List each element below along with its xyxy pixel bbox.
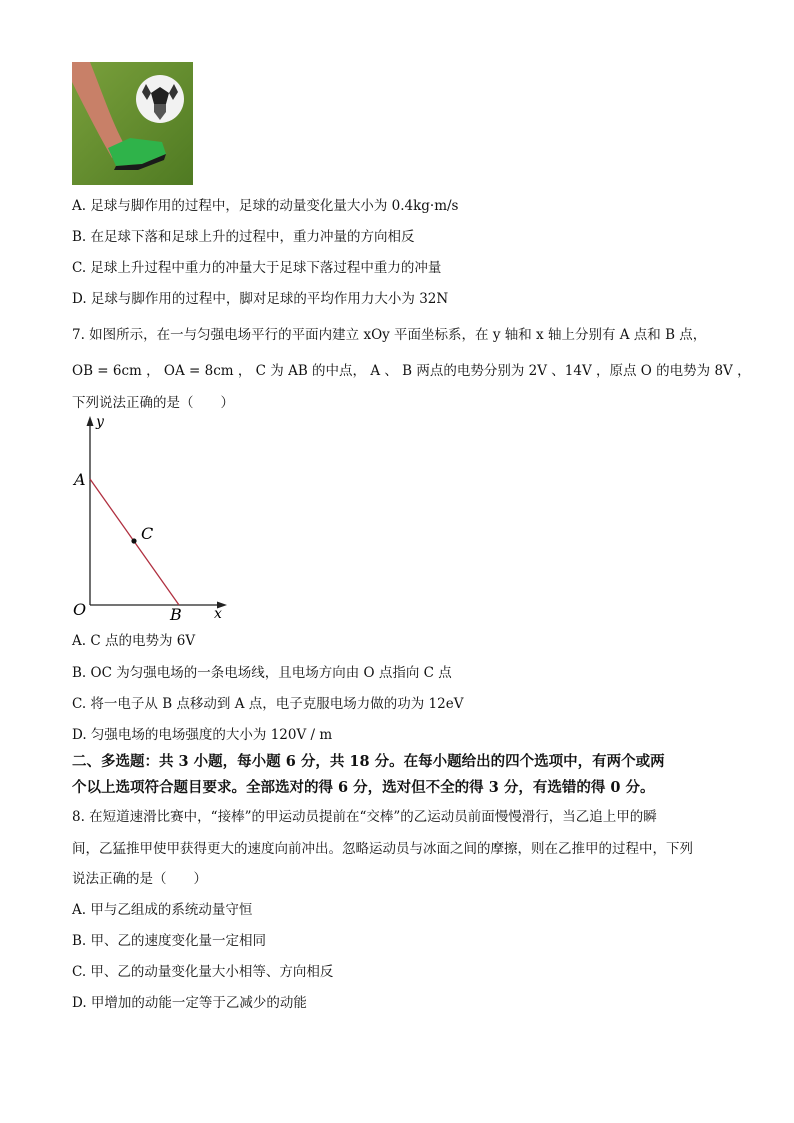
q8-stem-line3: 说法正确的是（ ） — [72, 871, 207, 887]
q7-option-a: A. C 点的电势为 6V — [72, 633, 196, 649]
soccer-photo — [72, 62, 193, 185]
q6-option-b: B. 在足球下落和足球上升的过程中，重力冲量的方向相反 — [72, 229, 415, 245]
label-o: O — [73, 600, 87, 619]
q8-option-d: D. 甲增加的动能一定等于乙减少的动能 — [72, 995, 307, 1011]
q7-stem-line2: OB = 6cm ， OA = 8cm ， C 为 AB 的中点， A 、 B 两点的电势分别为 2V 、14V ，原点 O 的电势为 8V ， — [72, 363, 751, 379]
label-x: x — [214, 606, 222, 622]
q8-option-b: B. 甲、乙的速度变化量一定相同 — [72, 933, 267, 949]
section2-heading-line1: 二、多选题：共 3 小题，每小题 6 分，共 18 分。在每小题给出的四个选项中，有两个或两 — [72, 753, 665, 770]
q8-option-a: A. 甲与乙组成的系统动量守恒 — [72, 902, 253, 918]
q7-stem-line1: 7. 如图所示，在一与匀强电场平行的平面内建立 xOy 平面坐标系，在 y 轴和 x 轴上分别有 A 点和 B 点， — [72, 327, 707, 343]
q6-option-c: C. 足球上升过程中重力的冲量大于足球下落过程中重力的冲量 — [72, 260, 442, 276]
q7-figure — [68, 410, 238, 629]
label-y: y — [96, 414, 104, 430]
q7-option-c: C. 将一电子从 B 点移动到 A 点，电子克服电场力做的功为 12eV — [72, 696, 464, 712]
y-axis-arrow — [87, 416, 94, 426]
label-b: B — [170, 605, 182, 624]
q6-option-d: D. 足球与脚作用的过程中，脚对足球的平均作用力大小为 32N — [72, 291, 449, 307]
point-c — [131, 538, 136, 543]
q8-stem-line2: 间，乙猛推甲使甲获得更大的速度向前冲出。忽略运动员与冰面之间的摩擦，则在乙推甲的过程中，下列 — [72, 841, 693, 857]
q7-option-b: B. OC 为匀强电场的一条电场线，且电场方向由 O 点指向 C 点 — [72, 665, 452, 681]
q6-option-a: A. 足球与脚作用的过程中，足球的动量变化量大小为 0.4kg·m/s — [72, 198, 459, 214]
section2-heading-line2: 个以上选项符合题目要求。全部选对的得 6 分，选对但不全的得 3 分，有选错的得 0 分。 — [72, 779, 655, 796]
q7-option-d: D. 匀强电场的电场强度的大小为 120V / m — [72, 727, 333, 743]
label-c: C — [141, 524, 154, 543]
q7-stem-line3: 下列说法正确的是（ ） — [72, 395, 234, 411]
q8-stem-line1: 8. 在短道速滑比赛中，“接棒”的甲运动员提前在“交棒”的乙运动员前面慢慢滑行，当乙追上甲的瞬 — [72, 809, 657, 825]
label-a: A — [74, 470, 86, 489]
q8-option-c: C. 甲、乙的动量变化量大小相等、方向相反 — [72, 964, 334, 980]
